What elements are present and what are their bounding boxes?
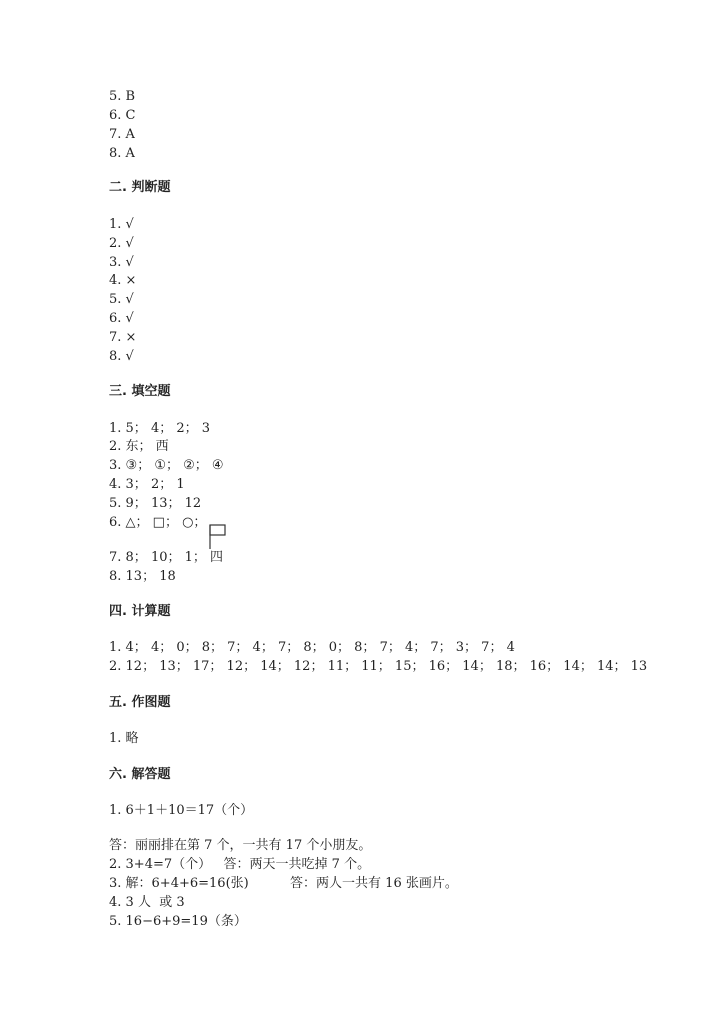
- fill-answer-2: 2. 东； 西: [109, 439, 169, 454]
- fill-answer-8: 8. 13； 18: [109, 569, 176, 584]
- fill-answer-4: 4. 3； 2； 1: [109, 477, 185, 492]
- fill-answer-3: 3. ③； ①； ②； ④: [109, 458, 224, 473]
- flag-icon: [208, 524, 228, 550]
- section-heading-fill: 三. 填空题: [109, 384, 171, 399]
- choice-answer-8: 8. A: [109, 146, 135, 161]
- judge-answer-4: 4. ×: [109, 273, 137, 288]
- calc-answer-1: 1. 4； 4； 0； 8； 7； 4； 7； 8； 0； 8； 7； 4； 7； 3； 7； 4: [109, 640, 515, 655]
- solve-answer-3: 3. 解：6+4+6=16(张) 答：两人一共有 16 张画片。: [109, 876, 458, 891]
- choice-answer-7: 7. A: [109, 127, 135, 142]
- solve-answer-4: 4. 3 人 或 3: [109, 895, 185, 910]
- solve-answer-2: 2. 3+4=7（个） 答：两天一共吃掉 7 个。: [109, 857, 371, 872]
- judge-answer-8: 8. √: [109, 349, 134, 364]
- solve-answer-1-reply: 答：丽丽排在第 7 个，一共有 17 个小朋友。: [109, 838, 372, 853]
- judge-answer-7: 7. ×: [109, 330, 137, 345]
- fill-answer-7: 7. 8； 10； 1； 四: [109, 550, 224, 565]
- judge-answer-5: 5. √: [109, 292, 134, 307]
- judge-answer-2: 2. √: [109, 236, 134, 251]
- draw-answer-1: 1. 略: [109, 731, 139, 746]
- solve-answer-1: 1. 6＋1＋10＝17（个）: [109, 803, 254, 818]
- fill-answer-5: 5. 9； 13； 12: [109, 496, 202, 511]
- solve-answer-5: 5. 16−6+9=19（条）: [109, 914, 247, 929]
- section-heading-calc: 四. 计算题: [109, 604, 171, 619]
- fill-answer-1: 1. 5； 4； 2； 3: [109, 421, 211, 436]
- section-heading-draw: 五. 作图题: [109, 695, 171, 710]
- calc-answer-2: 2. 12； 13； 17； 12； 14； 12； 11； 11； 15； 16； 14； 18； 16； 14； 14； 13: [109, 659, 648, 674]
- section-heading-solve: 六. 解答题: [109, 767, 171, 782]
- choice-answer-6: 6. C: [109, 108, 136, 123]
- judge-answer-3: 3. √: [109, 255, 134, 270]
- judge-answer-6: 6. √: [109, 311, 134, 326]
- section-heading-judge: 二. 判断题: [109, 180, 171, 195]
- choice-answer-5: 5. B: [109, 89, 136, 104]
- judge-answer-1: 1. √: [109, 217, 134, 232]
- fill-answer-6: 6. △； □； ○；: [109, 515, 207, 530]
